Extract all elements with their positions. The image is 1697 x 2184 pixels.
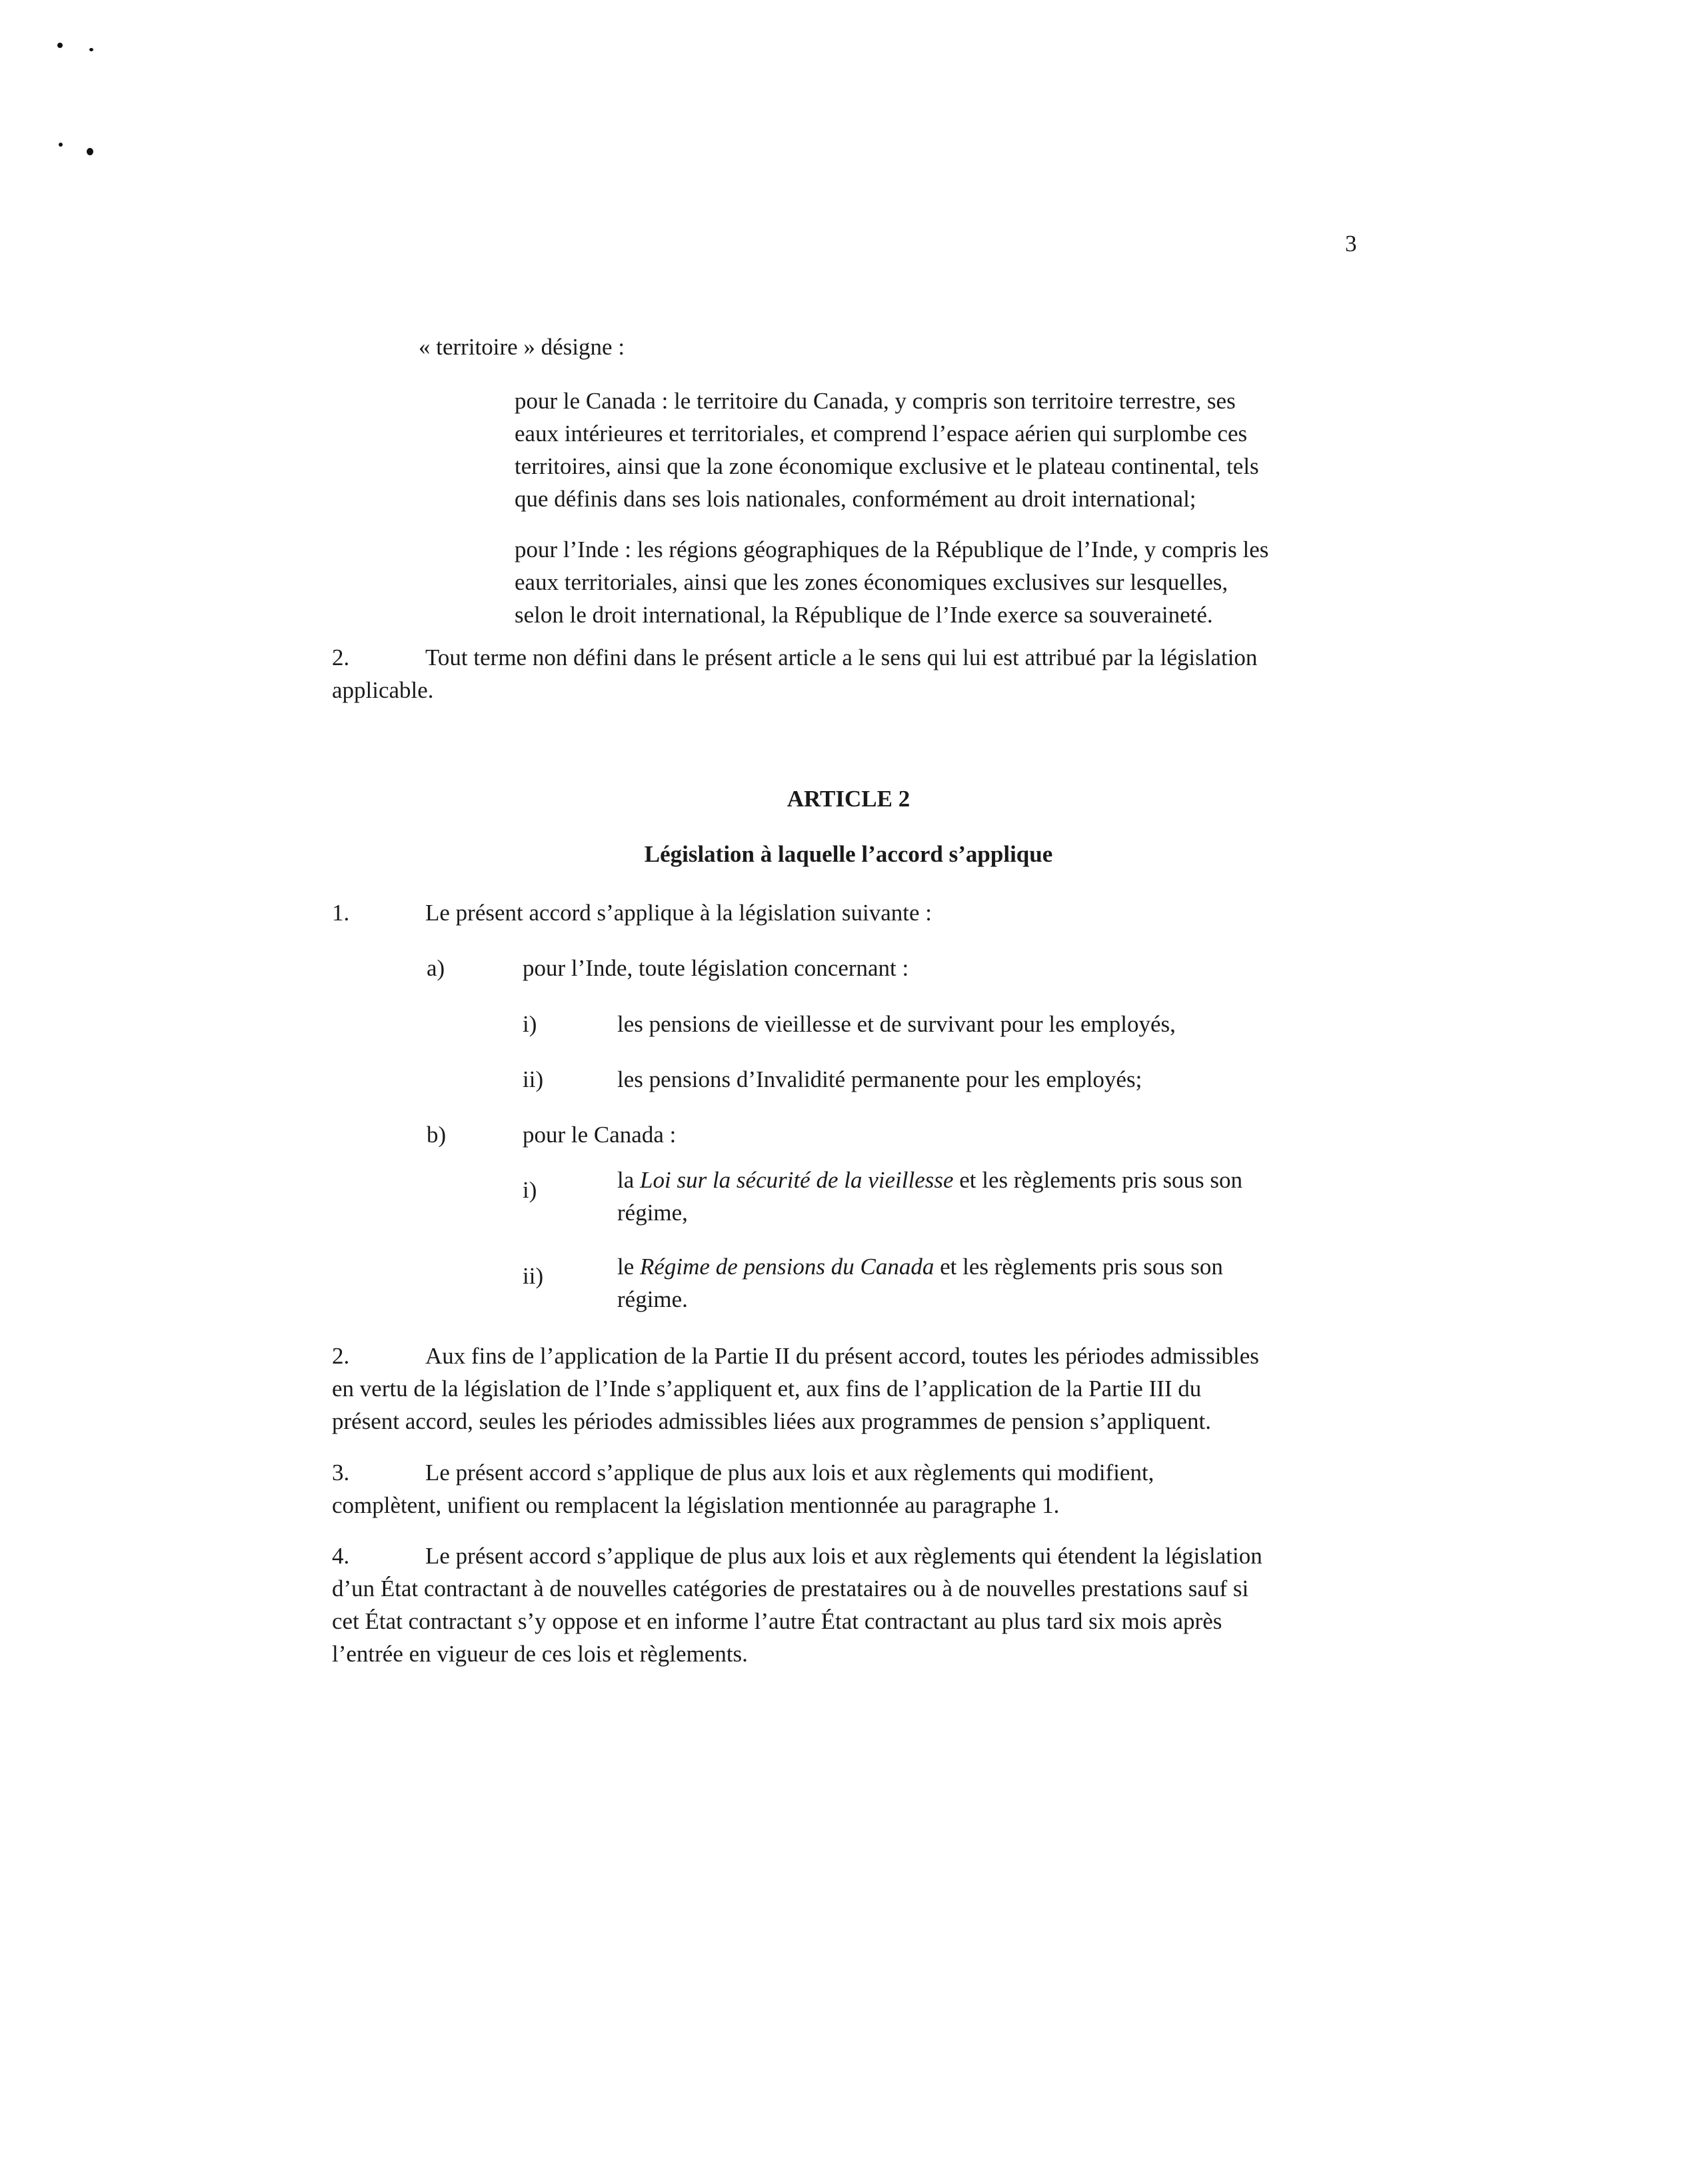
text-line: selon le droit international, la République de l’Inde exerce sa souveraineté. — [515, 602, 1213, 628]
subitem-text — [617, 1164, 1390, 1229]
subitem-label: ii) — [523, 1066, 544, 1092]
scan-speck — [57, 43, 63, 48]
text-line: régime. — [617, 1286, 688, 1312]
text-span: et les règlements pris sous son — [934, 1254, 1223, 1280]
article2-paragraph-2 — [332, 1340, 1378, 1438]
paragraph-first-line — [332, 1540, 1378, 1572]
subitem-label: i) — [523, 1011, 537, 1037]
scan-speck — [87, 148, 93, 155]
definition-inde — [515, 533, 1374, 631]
article2-paragraph-4 — [332, 1540, 1378, 1670]
text-line — [617, 1250, 1390, 1283]
paragraph-number: 2. — [332, 1343, 350, 1369]
text-line: présent accord, seules les périodes admissibles liées aux programmes de pension s’appliquent. — [332, 1408, 1211, 1434]
text-line: eaux intérieures et territoriales, et comprend l’espace aérien qui surplombe ces — [515, 421, 1248, 447]
paragraph-number: 1. — [332, 900, 350, 926]
article1-paragraph-2 — [332, 641, 1378, 706]
scan-speck — [59, 143, 63, 147]
text-span: et les règlements pris sous son — [953, 1167, 1243, 1193]
item-label: b) — [427, 1122, 447, 1148]
statute-title: Régime de pensions du Canada — [640, 1254, 934, 1280]
paragraph-first-line — [332, 1340, 1378, 1372]
definition-term: « territoire » désigne : — [419, 334, 625, 360]
paragraph-number: 4. — [332, 1543, 350, 1569]
text-line: eaux territoriales, ainsi que les zones économiques exclusives sur lesquelles, — [515, 569, 1228, 595]
text-line: pour le Canada : le territoire du Canada, y compris son territoire terrestre, ses — [515, 388, 1236, 414]
article-subtitle: Législation à laquelle l’accord s’applique — [644, 841, 1053, 867]
text-line: Aux fins de l’application de la Partie II du présent accord, toutes les périodes admissibles — [425, 1343, 1259, 1369]
text-line: territoires, ainsi que la zone économique exclusive et le plateau continental, tels — [515, 453, 1259, 479]
text-line: Le présent accord s’applique de plus aux lois et aux règlements qui étendent la législation — [425, 1543, 1262, 1569]
paragraph-first-line — [332, 1456, 1378, 1489]
paragraph-first-line — [332, 641, 1378, 674]
text-line: Le présent accord s’applique de plus aux lois et aux règlements qui modifient, — [425, 1460, 1154, 1486]
paragraph-number: 3. — [332, 1460, 350, 1486]
text-line: Tout terme non défini dans le présent article a le sens qui lui est attribué par la législation — [425, 644, 1258, 670]
text-span: la — [617, 1167, 641, 1193]
definition-canada — [515, 385, 1374, 515]
article2-paragraph-3 — [332, 1456, 1378, 1522]
text-line: que définis dans ses lois nationales, conformément au droit international; — [515, 486, 1196, 512]
article-title: ARTICLE 2 — [787, 786, 910, 812]
text-line: Le présent accord s’applique à la législation suivante : — [425, 900, 932, 926]
text-line: cet État contractant s’y oppose et en informe l’autre État contractant au plus tard six mois après — [332, 1608, 1222, 1634]
text-line: pour le Canada : — [523, 1122, 677, 1148]
text-line: d’un État contractant à de nouvelles catégories de prestataires ou à de nouvelles prestations sauf si — [332, 1576, 1249, 1602]
text-span: le — [617, 1254, 641, 1280]
paragraph-number: 2. — [332, 644, 350, 670]
text-line: les pensions d’Invalidité permanente pour les employés; — [617, 1066, 1142, 1092]
text-line: les pensions de vieillesse et de survivant pour les employés, — [617, 1011, 1176, 1037]
text-line: applicable. — [332, 677, 434, 703]
subitem-label: i) — [523, 1177, 537, 1203]
statute-title: Loi sur la sécurité de la vieillesse — [640, 1167, 954, 1193]
text-line: en vertu de la législation de l’Inde s’appliquent et, aux fins de l’application de la Partie III du — [332, 1376, 1202, 1402]
page-number: 3 — [1345, 231, 1357, 257]
text-line — [617, 1164, 1390, 1196]
text-line: pour l’Inde, toute législation concernant : — [523, 955, 909, 981]
text-line: régime, — [617, 1200, 688, 1226]
text-line: l’entrée en vigueur de ces lois et règlements. — [332, 1641, 748, 1667]
item-label: a) — [427, 955, 445, 981]
subitem-label: ii) — [523, 1263, 544, 1289]
text-line: complètent, unifient ou remplacent la législation mentionnée au paragraphe 1. — [332, 1492, 1060, 1518]
text-line: pour l’Inde : les régions géographiques de la République de l’Inde, y compris les — [515, 537, 1269, 562]
subitem-text — [617, 1250, 1390, 1316]
scan-speck — [89, 48, 93, 51]
